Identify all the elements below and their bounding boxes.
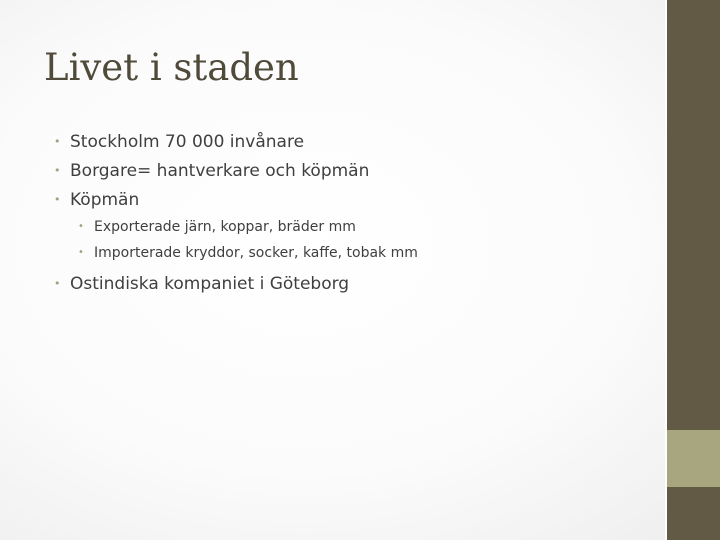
bullet-marker-icon: • [54,164,61,177]
sub-bullet-item [52,243,652,269]
bullet-marker-icon: • [54,193,61,206]
bullet-list [52,130,652,301]
slide-title: Livet i staden [44,46,299,89]
bullet-marker-icon: • [78,221,84,232]
bullet-text: Ostindiska kompaniet i Göteborg [70,274,350,294]
bullet-marker-icon: • [78,247,84,258]
sub-bullet-item [52,217,652,243]
sidebar-decoration-band [667,430,720,487]
bullet-marker-icon: • [54,135,61,148]
bullet-item [52,272,652,301]
bullet-item [52,130,652,159]
sub-bullet-text: Exporterade järn, koppar, bräder mm [94,219,356,235]
bullet-item [52,159,652,188]
bullet-text: Stockholm 70 000 invånare [70,132,305,152]
bullet-text: Borgare= hantverkare och köpmän [70,161,370,181]
sidebar-decoration-top [667,0,720,430]
bullet-text: Köpmän [70,190,140,210]
bullet-item [52,188,652,217]
bullet-marker-icon: • [54,277,61,290]
sub-bullet-text: Importerade kryddor, socker, kaffe, tobak mm [94,245,418,261]
sidebar-decoration-bottom [667,487,720,540]
